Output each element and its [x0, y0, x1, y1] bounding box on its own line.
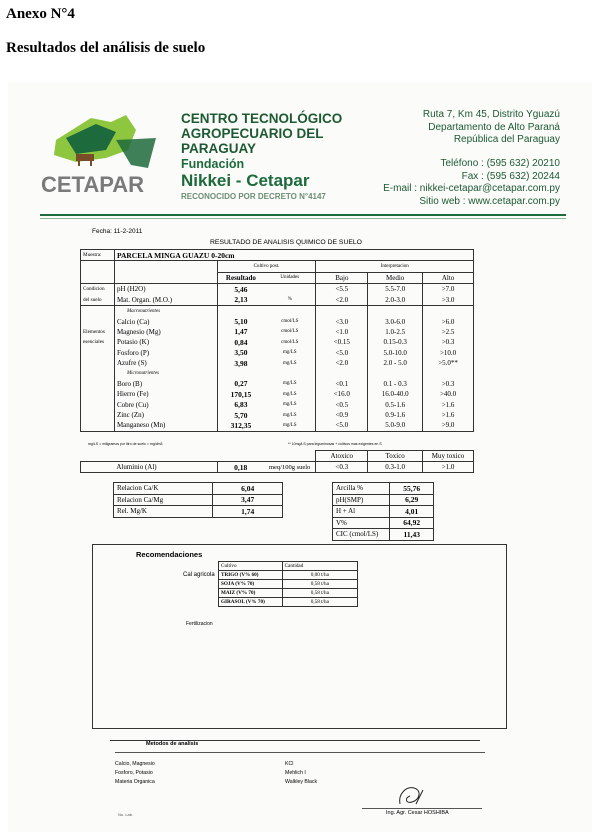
fax: Fax : (595 632) 20244 [461, 170, 560, 182]
param-name: pH (H2O) [114, 284, 217, 295]
resultado-header: Resultado [225, 273, 256, 282]
method-name: Calcio, Magnesio [115, 761, 155, 767]
address-line: Departamento de Alto Paraná [428, 121, 560, 133]
range-alto: >6.0 [441, 317, 455, 326]
range-alto: >9.0 [441, 421, 455, 430]
param-value: 0,84 [234, 337, 248, 347]
range-bajo: <2.0 [316, 358, 368, 368]
methods-rule-2 [115, 752, 485, 753]
range-alto: >40.0 [439, 390, 457, 399]
param-unit: mg/LS [264, 399, 316, 409]
range-alto: >3.0 [441, 295, 455, 304]
cantidad-header: Cantidad [282, 562, 357, 571]
group-label: esenciales [81, 337, 115, 347]
texture-name: V% [333, 517, 390, 529]
param-unit: mg/LS [264, 389, 316, 399]
fundacion-label: Fundación [181, 157, 245, 171]
range-medio: 5.5-7.0 [368, 284, 423, 295]
range-medio: 5.0-9.0 [368, 420, 423, 431]
range-alto: >1.6 [441, 411, 455, 420]
crop-amount: 0,58 t/ha [282, 589, 357, 598]
methods-values [285, 760, 317, 787]
param-value: 5,10 [234, 317, 248, 327]
bajo-header: Bajo [316, 272, 368, 283]
range-medio: 3.0-6.0 [368, 316, 423, 326]
crop-amount: 0,58 t/ha [282, 580, 357, 589]
signature-icon [396, 782, 426, 810]
texture-table [332, 482, 434, 541]
crop-name: TRIGO (V% 60) [219, 571, 283, 580]
texture-value: 55,76 [403, 483, 421, 493]
param-value: 2,13 [234, 295, 248, 305]
range-medio: 0.15-0.3 [368, 337, 423, 347]
unidades-header: Unidades [264, 272, 316, 283]
range-bajo: <5.0 [316, 348, 368, 358]
method-value: Mehlich I [285, 770, 306, 776]
org-line: CENTRO TECNOLÓGICO [181, 111, 343, 126]
param-name: Potasio (K) [114, 337, 217, 347]
muy-toxico-header: Muy toxico [423, 451, 474, 462]
macro-subheader: Macronutrientes [114, 305, 217, 316]
methods-title: Metodos de analisis [146, 741, 199, 747]
range-bajo: <0.5 [316, 399, 368, 409]
param-value: 0,27 [234, 379, 248, 389]
logo-wordmark: CETAPAR [41, 172, 145, 197]
website: Sitio web : www.cetapar.com.py [419, 195, 560, 207]
muestra-label: Muestra: [81, 250, 115, 261]
crop-name: MAIZ (V% 70) [219, 589, 283, 598]
email: E-mail : nikkei-cetapar@cetapar.com.py [383, 183, 560, 194]
param-value: 6,83 [234, 400, 248, 410]
range-alto: >7.0 [441, 285, 455, 294]
aluminio-unit: meq/100g suelo [264, 462, 316, 473]
relation-name: Rel. Mg/K [114, 506, 213, 518]
param-value: 3,50 [234, 348, 248, 358]
lab-number: No. Lab. [118, 812, 134, 817]
range-medio: 1.0-2.5 [368, 327, 423, 337]
texture-name: pH(SMP) [333, 494, 390, 506]
signer-name: Ing. Agr. Cesar HOSHIBA [386, 810, 449, 816]
range-alto: >0.3 [441, 379, 455, 388]
range-alto: >10.0 [439, 348, 457, 357]
annex-number: Anexo N°4 [6, 6, 75, 22]
aluminio-toxico: 0.3-1.0 [368, 462, 423, 473]
range-medio: 16.0-40.0 [368, 389, 423, 399]
group-label: del suelo [81, 295, 115, 306]
range-alto: >1.6 [441, 400, 455, 409]
org-line: AGROPECUARIO DEL [181, 126, 324, 141]
relation-value: 3,47 [241, 495, 255, 505]
toxico-header: Toxico [368, 451, 423, 462]
header-rule-thin [40, 218, 566, 219]
param-value: 5,70 [234, 410, 248, 420]
footnote-units: mg/LS = miligramos por litro de suelo = mg/dm3 [88, 442, 163, 446]
param-unit [264, 284, 316, 295]
fertilizacion-label: Fertilizacion [186, 621, 213, 627]
param-unit: cmol/LS [264, 316, 316, 326]
method-name: Fosforo, Potasio [115, 770, 153, 776]
aluminio-muy-toxico: >1.0 [423, 462, 474, 473]
range-bajo: <3.0 [316, 316, 368, 326]
method-value: Walkley Black [285, 779, 318, 785]
param-name: Cobre (Cu) [114, 399, 217, 409]
range-bajo: <0.9 [316, 410, 368, 420]
micro-subheader: Micronutrientes [114, 368, 217, 378]
group-label: Elementos [81, 327, 115, 337]
cetapar-logo [36, 110, 166, 200]
address-block [423, 109, 560, 147]
aluminio-name: Aluminio (Al) [114, 462, 217, 473]
range-bajo: <1.0 [316, 327, 368, 337]
param-unit: mg/LS [264, 420, 316, 431]
texture-value: 64,92 [403, 518, 421, 528]
telefono: Teléfono : (595 632) 20210 [440, 158, 560, 169]
relation-value: 1,74 [241, 506, 255, 516]
methods-names [115, 760, 155, 787]
crop-amount: 0,58 t/ha [282, 598, 357, 607]
range-bajo: <16.0 [316, 389, 368, 399]
org-name [181, 111, 342, 156]
medio-header: Medio [368, 272, 423, 283]
param-value: 312,35 [230, 420, 252, 430]
texture-name: Arcilla % [333, 483, 390, 495]
range-alto: >2.5 [441, 327, 455, 336]
param-unit: mg/LS [264, 410, 316, 420]
interpretacion-header: Interpretacion [316, 261, 474, 272]
param-unit: cmol/LS [264, 327, 316, 337]
relation-name: Relacion Ca/Mg [114, 494, 213, 506]
param-value: 170,15 [230, 389, 252, 399]
range-medio: 0.9-1.6 [368, 410, 423, 420]
range-medio: 0.5-1.6 [368, 399, 423, 409]
aluminio-atoxico: <0.3 [316, 462, 368, 473]
relation-name: Relacion Ca/K [114, 483, 213, 495]
muestra-value: PARCELA MINGA GUAZU 0-20cm [116, 250, 235, 260]
header-rule [40, 214, 566, 216]
param-name: Fosforo (P) [114, 348, 217, 358]
range-bajo: <2.0 [316, 295, 368, 306]
param-unit: % [264, 295, 316, 306]
range-alto: >5.0** [438, 359, 458, 368]
cultivo-post: Cultivo post. [217, 261, 316, 272]
results-table [80, 249, 474, 432]
texture-name: CIC (cmol/LS) [333, 529, 390, 541]
param-name: Magnesio (Mg) [114, 327, 217, 337]
param-name: Azufre (S) [114, 358, 217, 368]
cal-agricola-label: Cal agricola [183, 572, 215, 578]
crop-name: SOJA (V% 70) [219, 580, 283, 589]
footnote-sulfur: ** 10mg/LS para leguminosas + cultivos mas exigentes en S [288, 442, 382, 446]
range-medio: 2.0-3.0 [368, 295, 423, 306]
range-alto: >0.3 [441, 338, 455, 347]
lime-table [218, 561, 358, 607]
group-label: Condicion [81, 284, 115, 295]
alto-header: Alto [441, 273, 455, 282]
texture-value: 11,43 [403, 529, 420, 539]
crop-name: GIRASOL (V% 70) [219, 598, 283, 607]
relation-value: 6,04 [241, 483, 255, 493]
relations-table [113, 482, 283, 518]
address-line: República del Paraguay [453, 134, 560, 145]
param-value: 3,98 [234, 358, 248, 368]
param-unit: mg/LS [264, 348, 316, 358]
param-name: Manganeso (Mn) [114, 420, 217, 431]
param-unit: cmol/LS [264, 337, 316, 347]
aluminio-value: 0,18 [217, 462, 264, 473]
recommendations-title: Recomendaciones [136, 550, 203, 559]
signature-line [362, 808, 482, 809]
param-value: 1,47 [234, 327, 248, 337]
address-line: Ruta 7, Km 45, Distrito Yguazú [422, 109, 560, 120]
param-name: Hierro (Fe) [114, 389, 217, 399]
texture-name: H + Al [333, 506, 390, 518]
page-title: Resultados del análisis de suelo [6, 40, 206, 56]
crop-amount: 0,00 t/ha [282, 571, 357, 580]
range-medio: 0.1 - 0.3 [368, 379, 423, 389]
report-title: RESULTADO DE ANALISIS QUIMICO DE SUELO [210, 239, 362, 246]
atoxico-header: Atoxico [316, 451, 368, 462]
param-name: Zinc (Zn) [114, 410, 217, 420]
cultivo-header: Cultivo [219, 562, 283, 571]
decreto-text: RECONOCIDO POR DECRETO N°4147 [181, 192, 326, 201]
range-bajo: <5.5 [316, 284, 368, 295]
param-name: Calcio (Ca) [114, 316, 217, 326]
range-bajo: <0.1 [316, 379, 368, 389]
param-unit: mg/LS [264, 358, 316, 368]
org-line: PARAGUAY [181, 141, 257, 156]
method-value: KCl [285, 761, 294, 767]
texture-value: 6,29 [405, 495, 419, 505]
report-date: Fecha: 11-2-2011 [92, 228, 143, 235]
texture-value: 4,01 [405, 506, 419, 516]
method-name: Materia Organica [115, 779, 155, 785]
aluminium-table [80, 450, 474, 473]
range-medio: 2.0 - 5.0 [368, 358, 423, 368]
param-value: 5,46 [234, 284, 248, 294]
param-name: Mat. Organ. (M.O.) [114, 295, 217, 306]
nikkei-name: Nikkei - Cetapar [181, 171, 310, 190]
param-name: Boro (B) [114, 379, 217, 389]
range-medio: 5.0-10.0 [368, 348, 423, 358]
range-bajo: <5.0 [316, 420, 368, 431]
range-bajo: <0.15 [316, 337, 368, 347]
contact-block [383, 158, 560, 208]
param-unit: mg/LS [264, 379, 316, 389]
